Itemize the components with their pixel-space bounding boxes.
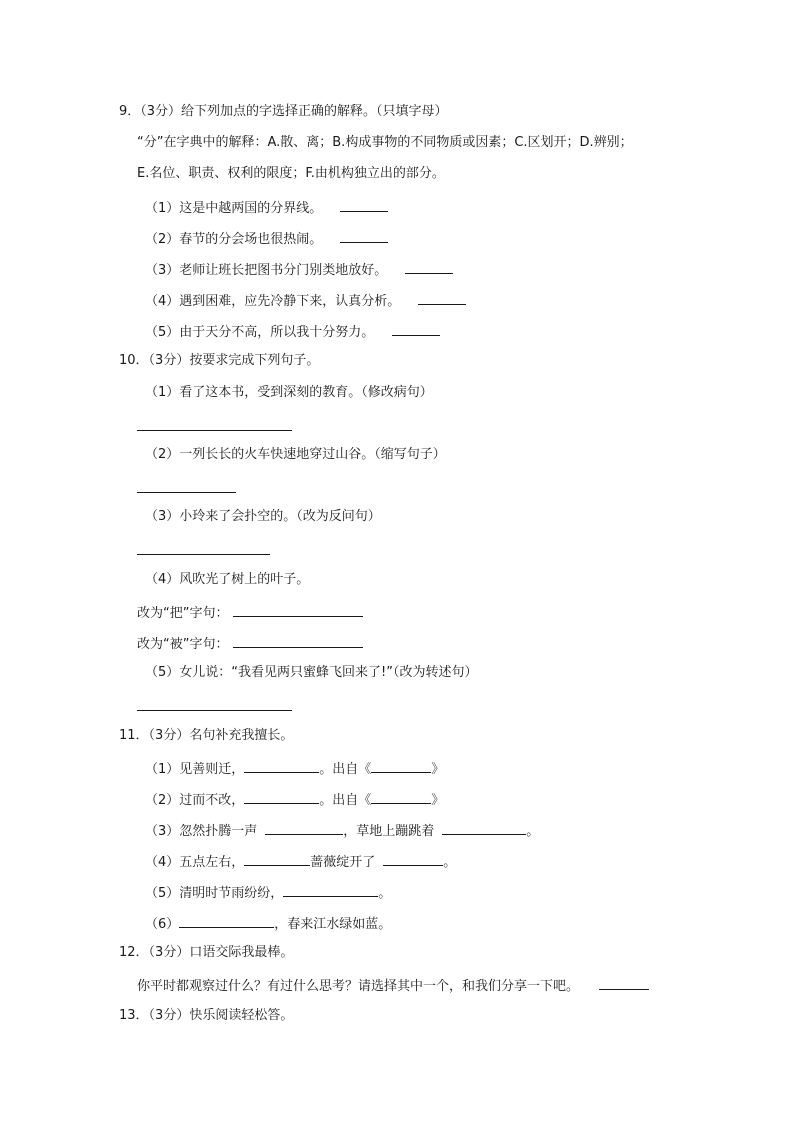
q9-item-2-text: （2）春节的分会场也很热闹。 [145, 232, 323, 247]
q11-item-3-pre: （3）忽然扑腾一声 [145, 824, 258, 839]
q11-item-2-mid: 。出自《 [319, 793, 372, 808]
q11-item-3-mid: ，草地上蹦跳着 [343, 824, 435, 839]
q11-blank-3a[interactable] [265, 820, 343, 835]
q11-item-1-mid: 。出自《 [319, 762, 372, 777]
q10-stem: 10．（3分）按要求完成下列句子。 [119, 353, 320, 368]
q11-item-4-mid: 蔷薇绽开了 [310, 855, 376, 870]
q11-blank-4a[interactable] [244, 851, 310, 866]
q10-answer-line-2[interactable] [137, 492, 236, 493]
q11-item-5-end: 。 [378, 886, 392, 901]
q10-sentence-2: （2）一列长长的火车快速地穿过山谷。（缩写句子） [145, 447, 446, 462]
q12-stem: 12．（3分）口语交际我最棒。 [119, 945, 294, 960]
q10-bei-sentence [137, 633, 363, 654]
q11-item-1-end: 》 [431, 762, 445, 777]
q10-answer-line-1[interactable] [137, 430, 292, 431]
q9-definitions-line1: “分”在字典中的解释：A.散、离；B.构成事物的不同物质或因素；C.区划开；D.辨别； [137, 135, 633, 150]
q10-sentence-1: （1）看了这本书，受到深刻的教育。（修改病句） [145, 385, 433, 400]
q9-item-4 [145, 290, 466, 311]
q9-item-5-text: （5）由于天分不高，所以我十分努力。 [145, 325, 375, 340]
q11-item-3-end: 。 [526, 824, 540, 839]
q11-blank-1b[interactable] [371, 758, 431, 773]
q9-answer-blank-2[interactable] [340, 228, 388, 243]
q10-ba-label: 改为“把”字句： [137, 606, 229, 621]
q10-bei-blank[interactable] [233, 633, 363, 648]
q11-item-2-pre: （2）过而不改， [145, 793, 245, 808]
q12-answer-blank[interactable] [599, 975, 649, 990]
q11-item-3 [145, 820, 539, 841]
q9-stem: 9．（3分）给下列加点的字选择正确的解释。（只填字母） [119, 104, 448, 119]
q9-item-3-text: （3）老师让班长把图书分门别类地放好。 [145, 263, 388, 278]
q11-stem: 11．（3分）名句补充我擅长。 [119, 728, 294, 743]
q11-blank-5[interactable] [283, 882, 378, 897]
q9-item-1 [145, 197, 388, 218]
q9-answer-blank-1[interactable] [340, 197, 388, 212]
q10-answer-line-5[interactable] [137, 710, 292, 711]
q9-item-4-text: （4）遇到困难，应先冷静下来，认真分析。 [145, 294, 401, 309]
q11-blank-1a[interactable] [244, 758, 319, 773]
q11-item-2 [145, 789, 444, 810]
q11-blank-6[interactable] [179, 913, 274, 928]
q9-definitions-line2: E.名位、职责、权利的限度；F.由机构独立出的部分。 [137, 166, 445, 181]
q11-item-6 [145, 913, 391, 934]
q11-item-4 [145, 851, 456, 872]
q9-item-5 [145, 321, 440, 342]
q10-ba-blank[interactable] [233, 602, 363, 617]
q11-item-1-pre: （1）见善则迁， [145, 762, 245, 777]
q10-answer-line-3[interactable] [137, 554, 270, 555]
q9-item-3 [145, 259, 453, 280]
q11-item-2-end: 》 [431, 793, 445, 808]
q9-answer-blank-3[interactable] [405, 259, 453, 274]
q10-sentence-5: （5）女儿说：“我看见两只蜜蜂飞回来了!”（改为转述句） [145, 665, 478, 680]
q9-item-2 [145, 228, 388, 249]
q9-answer-blank-4[interactable] [418, 290, 466, 305]
q11-item-1 [145, 758, 444, 779]
q12-prompt-text: 你平时都观察过什么？有过什么思考？请选择其中一个，和我们分享一下吧。 [137, 979, 580, 994]
q10-ba-sentence [137, 602, 363, 623]
q11-blank-2a[interactable] [244, 789, 319, 804]
q12-prompt [137, 975, 649, 996]
q11-blank-4b[interactable] [383, 851, 443, 866]
q13-stem: 13．（3分）快乐阅读轻松答。 [119, 1008, 294, 1023]
q11-item-5 [145, 882, 391, 903]
q9-answer-blank-5[interactable] [392, 321, 440, 336]
q11-blank-2b[interactable] [371, 789, 431, 804]
q11-item-6-end: ，春来江水绿如蓝。 [274, 917, 392, 932]
q11-item-4-pre: （4）五点左右， [145, 855, 245, 870]
q11-blank-3b[interactable] [442, 820, 526, 835]
q11-item-6-pre: （6） [145, 917, 180, 932]
q10-sentence-3: （3）小玲来了会扑空的。（改为反问句） [145, 509, 381, 524]
q11-item-5-pre: （5）清明时节雨纷纷， [145, 886, 284, 901]
q10-sentence-4: （4）风吹光了树上的叶子。 [145, 572, 310, 587]
q11-item-4-end: 。 [443, 855, 457, 870]
q10-bei-label: 改为“被”字句： [137, 637, 229, 652]
q9-item-1-text: （1）这是中越两国的分界线。 [145, 201, 323, 216]
